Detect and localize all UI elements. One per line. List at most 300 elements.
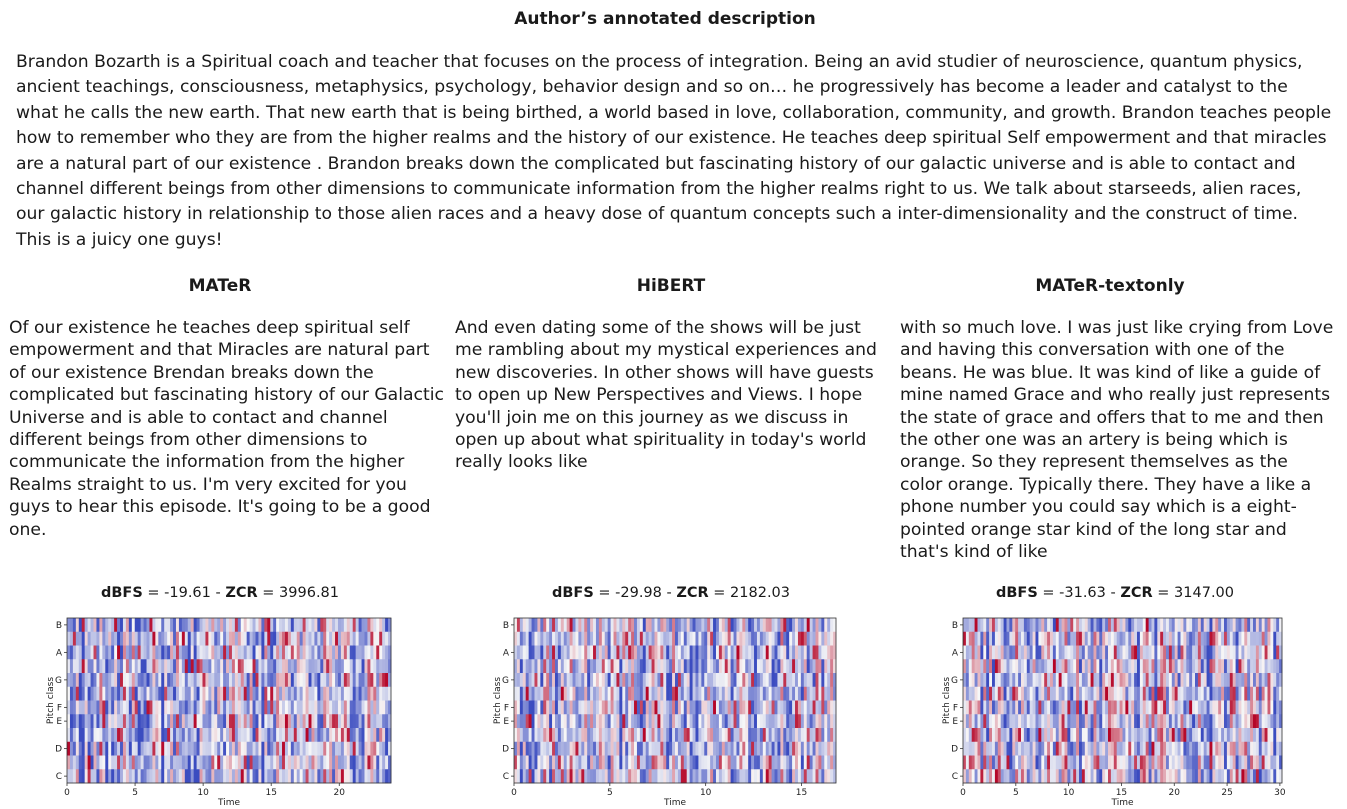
chromagram-cell <box>555 659 558 673</box>
chromagram-cell <box>332 701 335 715</box>
chromagram-cell <box>526 742 529 756</box>
x-tick-label: 5 <box>132 788 138 798</box>
chromagram-cell <box>1256 687 1259 701</box>
chromagram-cell <box>1050 769 1053 783</box>
chromagram-cell <box>1236 618 1239 632</box>
chromagram-cell <box>678 618 681 632</box>
chromagram-cell <box>362 728 365 742</box>
chromagram-cell <box>117 728 120 742</box>
chromagram-cell <box>695 701 698 715</box>
chromagram-cell <box>567 728 570 742</box>
chromagram-cell <box>1152 701 1155 715</box>
chromagram-cell <box>716 687 719 701</box>
chromagram-cell <box>332 659 335 673</box>
chromagram-cell <box>1056 756 1059 770</box>
chromagram-cell <box>772 742 775 756</box>
chromagram-cell <box>1157 646 1160 660</box>
chromagram-cell <box>1085 646 1088 660</box>
chromagram-cell <box>1021 673 1024 687</box>
chromagram-cell <box>766 742 769 756</box>
chromagram-cell <box>149 687 152 701</box>
chromagram-mater <box>40 608 400 808</box>
zcr-value: 2182.03 <box>730 585 791 601</box>
chromagram-cell <box>70 632 73 646</box>
chromagram-cell <box>816 742 819 756</box>
chromagram-cell <box>238 756 241 770</box>
chromagram-cell <box>777 714 780 728</box>
chromagram-cell <box>1047 769 1050 783</box>
chromagram-cell <box>523 756 526 770</box>
chromagram-cell <box>1236 728 1239 742</box>
chromagram-cell <box>1198 659 1201 673</box>
chromagram-cell <box>707 728 710 742</box>
chromagram-cell <box>1033 646 1036 660</box>
chromagram-cell <box>602 701 605 715</box>
chromagram-cell <box>1094 701 1097 715</box>
chromagram-cell <box>138 618 141 632</box>
chromagram-cell <box>684 673 687 687</box>
chromagram-cell <box>217 701 220 715</box>
chromagram-cell <box>1088 756 1091 770</box>
chromagram-cell <box>297 756 300 770</box>
chromagram-cell <box>1149 687 1152 701</box>
chromagram-cell <box>1001 687 1004 701</box>
chromagram-cell <box>382 659 385 673</box>
chromagram-cell <box>129 632 132 646</box>
chromagram-cell <box>1082 646 1085 660</box>
chromagram-cell <box>637 714 640 728</box>
chromagram-cell <box>314 646 317 660</box>
chromagram-cell <box>640 756 643 770</box>
chromagram-cell <box>170 714 173 728</box>
chromagram-cell <box>256 714 259 728</box>
chromagram-cell <box>631 632 634 646</box>
chromagram-cell <box>132 701 135 715</box>
chromagram-cell <box>1204 632 1207 646</box>
chromagram-cell <box>969 701 972 715</box>
chromagram-cell <box>88 632 91 646</box>
chromagram-cell <box>1221 742 1224 756</box>
chromagram-cell <box>82 701 85 715</box>
chromagram-cell <box>695 756 698 770</box>
chromagram-cell <box>1201 701 1204 715</box>
chromagram-cell <box>1120 618 1123 632</box>
chromagram-cell <box>745 646 748 660</box>
chromagram-cell <box>564 742 567 756</box>
chromagram-cell <box>1123 687 1126 701</box>
chromagram-cell <box>570 701 573 715</box>
chromagram-cell <box>341 714 344 728</box>
chromagram-cell <box>804 618 807 632</box>
chromagram-cell <box>719 728 722 742</box>
metric-line-mater: dBFS = -19.61 - ZCR = 3996.81 <box>100 585 340 601</box>
chromagram-cell <box>514 632 517 646</box>
chromagram-cell <box>306 618 309 632</box>
chromagram-cell <box>534 701 537 715</box>
chromagram-cell <box>341 742 344 756</box>
chromagram-cell <box>710 742 713 756</box>
chromagram-cell <box>558 632 561 646</box>
chromagram-cell <box>309 742 312 756</box>
chromagram-cell <box>229 687 232 701</box>
chromagram-cell <box>532 659 535 673</box>
chromagram-cell <box>347 756 350 770</box>
chromagram-cell <box>79 659 82 673</box>
chromagram-cell <box>1244 742 1247 756</box>
chromagram-cell <box>660 728 663 742</box>
chromagram-cell <box>202 728 205 742</box>
chromagram-cell <box>655 632 658 646</box>
chromagram-cell <box>655 714 658 728</box>
chromagram-cell <box>821 728 824 742</box>
chromagram-cell <box>364 687 367 701</box>
chromagram-cell <box>82 714 85 728</box>
chromagram-cell <box>1268 618 1271 632</box>
chromagram-cell <box>1253 646 1256 660</box>
chromagram-cell <box>1227 687 1230 701</box>
chromagram-cell <box>311 687 314 701</box>
chromagram-cell <box>194 659 197 673</box>
chromagram-cell <box>1178 632 1181 646</box>
chromagram-cell <box>362 673 365 687</box>
chromagram-cell <box>223 659 226 673</box>
chromagram-cell <box>963 701 966 715</box>
chromagram-cell <box>517 728 520 742</box>
chromagram-cell <box>1131 714 1134 728</box>
chromagram-cell <box>777 769 780 783</box>
chromagram-cell <box>141 714 144 728</box>
chromagram-cell <box>376 742 379 756</box>
chromagram-cell <box>722 659 725 673</box>
chromagram-cell <box>780 701 783 715</box>
chromagram-cell <box>663 714 666 728</box>
chromagram-cell <box>1233 646 1236 660</box>
chromagram-cell <box>663 728 666 742</box>
chromagram-cell <box>1175 701 1178 715</box>
chromagram-cell <box>558 646 561 660</box>
chromagram-cell <box>1047 701 1050 715</box>
chromagram-cell <box>660 646 663 660</box>
chromagram-cell <box>1134 742 1137 756</box>
chromagram-cell <box>267 742 270 756</box>
chromagram-cell <box>578 701 581 715</box>
chromagram-cell <box>205 756 208 770</box>
chromagram-cell <box>99 687 102 701</box>
chromagram-cell <box>1201 673 1204 687</box>
chromagram-cell <box>725 756 728 770</box>
chromagram-cell <box>176 659 179 673</box>
chromagram-cell <box>1079 701 1082 715</box>
chromagram-cell <box>70 673 73 687</box>
chromagram-cell <box>376 646 379 660</box>
dbfs-value: -29.98 <box>615 585 662 601</box>
chromagram-cell <box>608 714 611 728</box>
chromagram-cell <box>1265 687 1268 701</box>
chromagram-cell <box>85 618 88 632</box>
chromagram-cell <box>149 769 152 783</box>
chromagram-cell <box>1230 728 1233 742</box>
chromagram-cell <box>587 714 590 728</box>
chromagram-cell <box>1018 742 1021 756</box>
chromagram-cell <box>1099 673 1102 687</box>
chromagram-cell <box>1207 673 1210 687</box>
chromagram-cell <box>1091 714 1094 728</box>
chromagram-cell <box>1050 714 1053 728</box>
chromagram-cell <box>567 673 570 687</box>
chromagram-cell <box>616 756 619 770</box>
chromagram-cell <box>998 687 1001 701</box>
chromagram-cell <box>1204 769 1207 783</box>
chromagram-cell <box>1009 701 1012 715</box>
chromagram-cell <box>745 632 748 646</box>
chromagram-cell <box>1215 756 1218 770</box>
chromagram-cell <box>306 659 309 673</box>
chromagram-cell <box>73 659 76 673</box>
chromagram-cell <box>161 769 164 783</box>
chromagram-cell <box>1044 756 1047 770</box>
chromagram-cell <box>1108 646 1111 660</box>
chromagram-cell <box>546 673 549 687</box>
chromagram-cell <box>347 659 350 673</box>
chromagram-cell <box>652 714 655 728</box>
chromagram-cell <box>1186 618 1189 632</box>
chromagram-cell <box>191 769 194 783</box>
chromagram-cell <box>681 646 684 660</box>
chromagram-cell <box>347 618 350 632</box>
chromagram-cell <box>573 687 576 701</box>
chromagram-cell <box>1111 687 1114 701</box>
chromagram-cell <box>546 659 549 673</box>
chromagram-cell <box>244 632 247 646</box>
chromagram-cell <box>1076 632 1079 646</box>
chromagram-cell <box>135 632 138 646</box>
chromagram-cell <box>182 769 185 783</box>
chromagram-cell <box>329 659 332 673</box>
chromagram-cell <box>1183 646 1186 660</box>
chromagram-cell <box>1210 769 1213 783</box>
chromagram-cell <box>681 769 684 783</box>
chromagram-cell <box>783 769 786 783</box>
chromagram-cell <box>1128 618 1131 632</box>
chromagram-cell <box>1038 756 1041 770</box>
chromagram-cell <box>1230 632 1233 646</box>
chromagram-cell <box>217 632 220 646</box>
chromagram-cell <box>1131 618 1134 632</box>
chromagram-cell <box>94 742 97 756</box>
chromagram-cell <box>338 673 341 687</box>
chromagram-cell <box>1004 769 1007 783</box>
chromagram-cell <box>288 714 291 728</box>
chromagram-cell <box>152 673 155 687</box>
chromagram-cell <box>273 687 276 701</box>
chromagram-cell <box>655 673 658 687</box>
chromagram-cell <box>989 646 992 660</box>
chromagram-cell <box>602 728 605 742</box>
chromagram-cell <box>70 742 73 756</box>
chromagram-cell <box>570 769 573 783</box>
chromagram-cell <box>1131 769 1134 783</box>
chromagram-cell <box>972 769 975 783</box>
chromagram-cell <box>99 618 102 632</box>
chromagram-cell <box>514 756 517 770</box>
chromagram-cell <box>364 769 367 783</box>
chromagram-cell <box>972 701 975 715</box>
chromagram-cell <box>320 728 323 742</box>
chromagram-cell <box>247 618 250 632</box>
chromagram-cell <box>132 632 135 646</box>
chromagram-cell <box>526 714 529 728</box>
chromagram-cell <box>792 728 795 742</box>
chromagram-cell <box>364 673 367 687</box>
chromagram-cell <box>775 728 778 742</box>
chromagram-cell <box>520 728 523 742</box>
chromagram-cell <box>353 618 356 632</box>
chromagram-cell <box>1262 646 1265 660</box>
chromagram-cell <box>173 673 176 687</box>
chromagram-cell <box>1192 659 1195 673</box>
chromagram-cell <box>173 714 176 728</box>
chromagram-cell <box>132 646 135 660</box>
chromagram-cell <box>344 701 347 715</box>
chromagram-cell <box>1131 673 1134 687</box>
chromagram-cell <box>716 646 719 660</box>
chromagram-cell <box>1009 714 1012 728</box>
chromagram-cell <box>827 714 830 728</box>
chromagram-cell <box>1088 646 1091 660</box>
chromagram-cell <box>1166 728 1169 742</box>
chromagram-cell <box>780 646 783 660</box>
chromagram-cell <box>176 687 179 701</box>
chromagram-cell <box>1085 687 1088 701</box>
chromagram-cell <box>1062 769 1065 783</box>
chromagram-cell <box>695 646 698 660</box>
chromagram-cell <box>587 769 590 783</box>
chromagram-cell <box>105 742 108 756</box>
chromagram-cell <box>789 742 792 756</box>
chromagram-cell <box>1102 714 1105 728</box>
chromagram-cell <box>208 673 211 687</box>
chromagram-cell <box>356 769 359 783</box>
chromagram-cell <box>120 659 123 673</box>
chromagram-cell <box>789 714 792 728</box>
chromagram-cell <box>614 646 617 660</box>
chromagram-cell <box>529 632 532 646</box>
chromagram-cell <box>91 769 94 783</box>
chromagram-cell <box>120 687 123 701</box>
chromagram-cell <box>1082 756 1085 770</box>
chromagram-cell <box>523 769 526 783</box>
chromagram-cell <box>91 646 94 660</box>
chromagram-cell <box>141 701 144 715</box>
chromagram-cell <box>276 701 279 715</box>
chromagram-cell <box>599 714 602 728</box>
chromagram-cell <box>1244 632 1247 646</box>
x-tick-label: 5 <box>606 788 613 798</box>
chromagram-cell <box>1256 646 1259 660</box>
chromagram-cell <box>135 769 138 783</box>
chromagram-cell <box>1041 646 1044 660</box>
chromagram-cell <box>85 728 88 742</box>
chromagram-cell <box>980 728 983 742</box>
chromagram-cell <box>590 756 593 770</box>
chromagram-cell <box>1059 673 1062 687</box>
chromagram-cell <box>1149 756 1152 770</box>
chromagram-cell <box>602 714 605 728</box>
chromagram-cell <box>73 618 76 632</box>
chromagram-cell <box>520 646 523 660</box>
chromagram-cell <box>1244 756 1247 770</box>
chromagram-cell <box>1160 756 1163 770</box>
chromagram-cell <box>1099 701 1102 715</box>
chromagram-cell <box>578 659 581 673</box>
column-text-mater: Of our existence he teaches deep spiritual self empowerment and that Miracles are natural part of our existence Brendan breaks down the complicated but fascinating history of our Galactic Universe and is able to contact and channel different beings from other dimensions to communicate the information from the higher Realms straight to us. I'm very excited for you guys to hear this episode. It's going to be a good one. <box>9 318 444 540</box>
chromagram-cell <box>149 659 152 673</box>
chromagram-cell <box>108 742 111 756</box>
chromagram-cell <box>353 756 356 770</box>
chromagram-cell <box>590 618 593 632</box>
chromagram-cell <box>205 701 208 715</box>
chromagram-cell <box>1166 659 1169 673</box>
chromagram-cell <box>1082 742 1085 756</box>
chromagram-cell <box>1247 714 1250 728</box>
chromagram-cell <box>176 769 179 783</box>
chromagram-cell <box>1233 769 1236 783</box>
chromagram-cell <box>291 687 294 701</box>
chromagram-cell <box>669 687 672 701</box>
chromagram-cell <box>335 632 338 646</box>
chromagram-cell <box>1157 742 1160 756</box>
chromagram-cell <box>1065 632 1068 646</box>
chromagram-cell <box>1183 687 1186 701</box>
chromagram-cell <box>719 687 722 701</box>
chromagram-cell <box>194 714 197 728</box>
chromagram-cell <box>167 728 170 742</box>
chromagram-cell <box>1212 632 1215 646</box>
chromagram-cell <box>1212 714 1215 728</box>
chromagram-cell <box>766 769 769 783</box>
chromagram-cell <box>338 646 341 660</box>
chromagram-cell <box>552 618 555 632</box>
chromagram-cell <box>722 756 725 770</box>
chromagram-cell <box>798 673 801 687</box>
chromagram-cell <box>739 714 742 728</box>
chromagram-cell <box>1198 632 1201 646</box>
chromagram-cell <box>176 742 179 756</box>
chromagram-cell <box>517 646 520 660</box>
chromagram-cell <box>818 646 821 660</box>
chromagram-cell <box>537 714 540 728</box>
chromagram-cell <box>238 769 241 783</box>
chromagram-cell <box>379 659 382 673</box>
column-title-hibert: HiBERT <box>636 276 706 296</box>
chromagram-cell <box>94 701 97 715</box>
chromagram-cell <box>205 742 208 756</box>
chromagram-cell <box>807 769 810 783</box>
chromagram-cell <box>751 673 754 687</box>
chromagram-cell <box>698 714 701 728</box>
chromagram-cell <box>1027 673 1030 687</box>
chromagram-cell <box>757 618 760 632</box>
chromagram-cell <box>716 728 719 742</box>
chromagram-cell <box>223 618 226 632</box>
chromagram-cell <box>353 687 356 701</box>
chromagram-cell <box>282 632 285 646</box>
chromagram-cell <box>657 618 660 632</box>
chromagram-cell <box>217 646 220 660</box>
metric-line-mater-textonly: dBFS = -31.63 - ZCR = 3147.00 <box>995 585 1235 601</box>
chromagram-cell <box>1268 742 1271 756</box>
chromagram-cell <box>602 742 605 756</box>
